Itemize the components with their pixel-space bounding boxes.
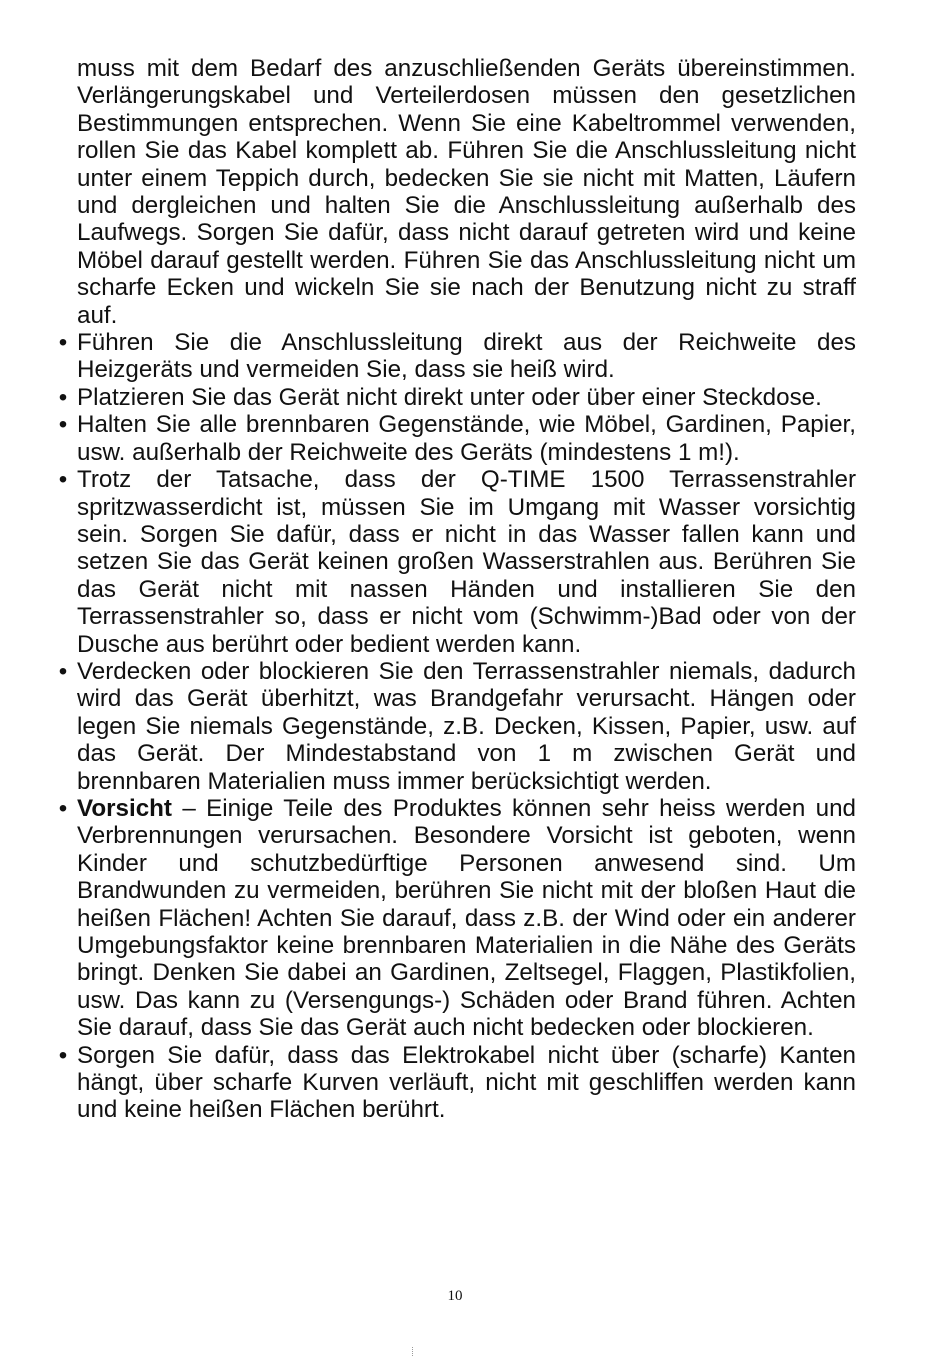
bullet-lead: Vorsicht — [77, 794, 172, 822]
bullet-dot-icon: • — [58, 329, 68, 357]
bullet-item — [58, 411, 856, 466]
bullet-text: Sorgen Sie dafür, dass das Elektrokabel nicht über (scharfe) Kanten hängt, über scharfe Kurven verläuft, nicht mit geschliffen werden kann und keine heißen Flächen berührt. — [77, 1041, 856, 1124]
bullet-dot-icon: • — [58, 657, 68, 685]
bullet-text: Verdecken oder blockieren Sie den Terrassenstrahler niemals, dadurch wird das Gerät überhitzt, was Brandgefahr verursacht. Hängen oder legen Sie niemals Gegenstände, z.B. Decken, Kissen, Papier, usw. auf das Gerät. Der Mindestabstand von 1 m zwischen Gerät und brennbaren Materialien muss immer berücksichtigt werden. — [77, 657, 856, 795]
scan-artifact — [412, 1347, 414, 1356]
bullet-dot-icon: • — [58, 1041, 68, 1069]
bullet-text: Halten Sie alle brennbaren Gegenstände, wie Möbel, Gardinen, Papier, usw. außerhalb der Reichweite des Geräts (mindestens 1 m!). — [77, 411, 856, 466]
bullet-text: Platzieren Sie das Gerät nicht direkt unter oder über einer Steckdose. — [77, 383, 822, 411]
bullet-item — [58, 794, 856, 1042]
bullet-text: – Einige Teile des Produktes können sehr heiss werden und Verbrennungen verursachen. Besondere Vorsicht ist geboten, wenn Kinder und schutzbedürftige Personen anwesend sind. Um Brandwunden zu vermeiden, berühren Sie nicht mit der bloßen Haut die heißen Flächen! Achten Sie darauf, dass z.B. der Wind oder ein anderer Umgebungsfaktor keine brennbaren Materialien in die Nähe des Geräts bringt. Denken Sie dabei an Gardinen, Zeltsegel, Flaggen, Plastikfolien, usw. Das kann zu (Versengungs-) Schäden oder Brand führen. Achten Sie darauf, dass Sie das Gerät auch nicht bedecken oder blockieren. — [77, 794, 856, 1042]
bullet-item — [58, 383, 856, 411]
document-body — [58, 55, 856, 1124]
bullet-dot-icon: • — [58, 466, 68, 494]
bullet-item — [58, 657, 856, 795]
bullet-dot-icon: • — [58, 794, 68, 822]
bullet-item — [58, 1041, 856, 1124]
bullet-item — [58, 329, 856, 384]
bullet-text: Führen Sie die Anschlussleitung direkt aus der Reichweite des Heizgeräts und vermeiden Sie, dass sie heiß wird. — [77, 329, 856, 384]
safety-bullet-list — [58, 329, 856, 1124]
bullet-text: Trotz der Tatsache, dass der Q-TIME 1500 Terrassenstrahler spritzwasserdicht ist, müssen Sie im Umgang mit Wasser vorsichtig sein. Sorgen Sie dafür, dass er nicht in das Wasser fallen kann und setzen Sie das Gerät keinen großen Wasserstrahlen aus. Berühren Sie das Gerät nicht mit nassen Händen und installieren Sie den Terrassenstrahler so, dass er nicht vom (Schwimm-)Bad oder von der Dusche aus berührt oder bedient werden kann. — [77, 466, 856, 658]
bullet-item — [58, 466, 856, 658]
bullet-dot-icon: • — [58, 411, 68, 439]
intro-paragraph: muss mit dem Bedarf des anzuschließenden Geräts übereinstimmen. Verlängerungskabel und Verteilerdosen müssen den gesetzlichen Bestimmungen entsprechen. Wenn Sie eine Kabeltrommel verwenden, rollen Sie das Kabel komplett ab. Führen Sie die Anschlussleitung nicht unter einem Teppich durch, bedecken Sie sie nicht mit Matten, Läufern und dergleichen und halten Sie die Anschlussleitung außerhalb des Laufwegs. Sorgen Sie dafür, dass nicht darauf getreten wird und keine Möbel darauf gestellt werden. Führen Sie das Anschlussleitung nicht um scharfe Ecken und wickeln Sie sie nach der Benutzung nicht zu straff auf. — [77, 55, 856, 329]
bullet-dot-icon: • — [58, 383, 68, 411]
page-number: 10 — [447, 1288, 463, 1304]
